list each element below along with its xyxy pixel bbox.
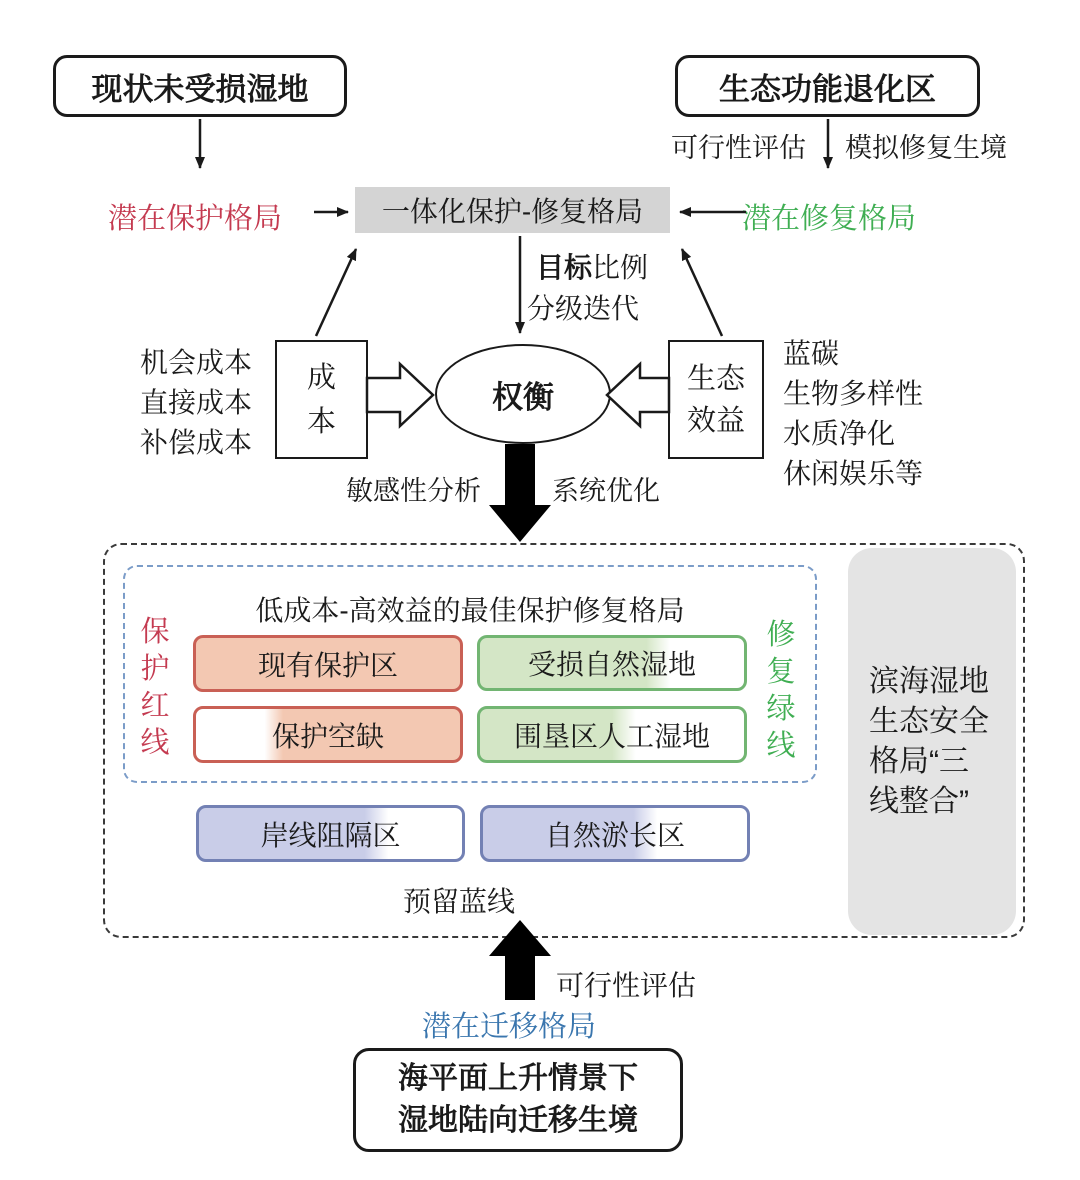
node-cost [275,340,368,459]
label-simulate-habitat: 模拟修复生境 [845,133,1007,163]
hollow-arrow-cost-to-tradeoff [367,364,433,426]
label-red-line: 保护红线 [140,616,170,759]
label-iteration: 分级迭代 [527,293,640,324]
node-degraded-zone: 生态功能退化区 [675,55,980,117]
benefit-item: 休闲娱乐等 [783,458,924,489]
node-integrated-pattern: 一体化保护-修复格局 [355,187,670,233]
node-cost-label: 成本 [306,361,336,438]
zone-damaged-natural-wetland: 受损自然湿地 [477,635,747,691]
result-title: 低成本-高效益的最佳保护修复格局 [255,595,685,626]
benefit-items-list [783,334,923,494]
label-feasibility-top: 可行性评估 [671,133,806,163]
hollow-arrow-benefit-to-tradeoff [607,364,669,426]
cost-item: 直接成本 [140,387,253,418]
benefit-item: 蓝碳 [783,338,840,369]
arrow-benefit-to-integrated [682,249,722,336]
zone-natural-accretion: 自然淤长区 [480,805,750,862]
label-potential-migration: 潜在迁移格局 [422,1011,597,1043]
node-intact-wetland: 现状未受损湿地 [53,55,347,117]
benefit-item: 水质净化 [783,418,896,449]
zone-protection-gap: 保护空缺 [193,706,463,763]
node-sea-level-rise [353,1048,683,1152]
node-benefit [668,340,764,459]
label-green-line: 修复绿线 [766,619,796,762]
benefit-item: 生物多样性 [783,378,924,409]
node-benefit-label: 生态效益 [686,362,745,437]
cost-items-list [140,343,252,463]
label-potential-restoration: 潜在修复格局 [742,203,917,235]
cost-item: 机会成本 [140,347,253,378]
label-target-rest: 比例 [592,252,649,283]
three-line-panel [848,548,1016,935]
zone-shoreline-barrier: 岸线阻隔区 [196,805,465,862]
arrow-cost-to-integrated [316,249,356,336]
label-optimization: 系统优化 [552,476,660,506]
label-feasibility-bottom: 可行性评估 [556,970,697,1001]
label-sensitivity: 敏感性分析 [346,476,481,506]
zone-reclaimed-constructed-wetland: 围垦区人工湿地 [477,706,747,763]
sea-level-line2: 湿地陆向迁移生境 [398,1104,638,1137]
thick-arrow-tradeoff-to-result [489,444,551,542]
label-target-bold: 目标 [536,252,593,283]
zone-existing-reserve: 现有保护区 [193,635,463,692]
sea-level-line1: 海平面上升情景下 [398,1062,638,1095]
label-target-ratio [536,246,648,286]
label-blue-line: 预留蓝线 [403,886,516,917]
cost-item: 补偿成本 [140,427,253,458]
three-line-panel-label: 滨海湿地生态安全格局“三线整合” [869,664,989,818]
label-potential-protection: 潜在保护格局 [108,203,283,235]
node-tradeoff: 权衡 [435,344,611,444]
